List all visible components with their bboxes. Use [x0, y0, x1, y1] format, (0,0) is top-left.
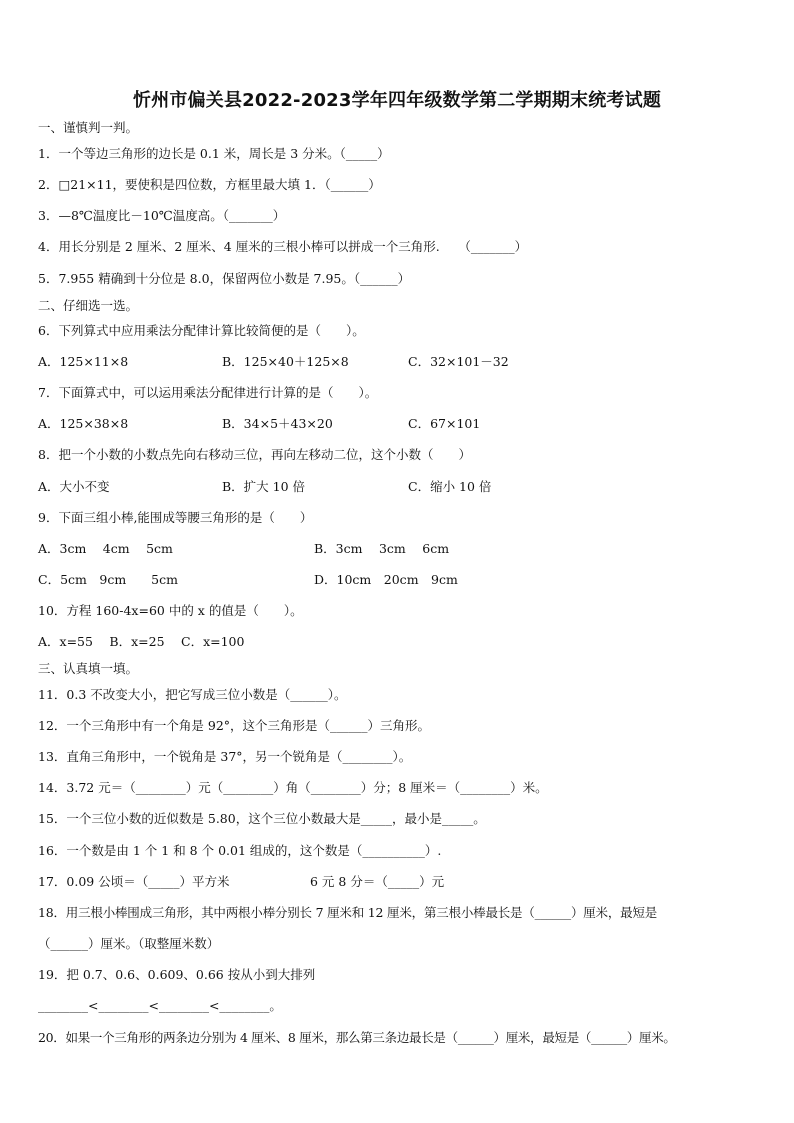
question-9-option-b: B．3cm 3cm 6cm [314, 541, 450, 556]
question-19-line-1: 19．把 0.7、0.6、0.609、0.66 按从小到大排列 [38, 967, 316, 982]
question-8-option-b: B．扩大 10 倍 [222, 479, 306, 494]
section-heading-1: 一、谨慎判一判。 [38, 120, 139, 135]
question-6: 6．下列算式中应用乘法分配律计算比较简便的是（ ）。 [38, 323, 365, 338]
question-20: 20．如果一个三角形的两条边分别为 4 厘米、8 厘米，那么第三条边最长是（______）厘米，最短是（______）厘米。 [38, 1030, 676, 1045]
question-11: 11．0.3 不改变大小，把它写成三位小数是（______）。 [38, 687, 347, 702]
question-17-part-b: 6 元 8 分＝（_____）元 [310, 874, 445, 889]
page-title: 忻州市偏关县2022-2023学年四年级数学第二学期期末统考试题 [132, 90, 662, 111]
section-heading-2: 二、仔细选一选。 [38, 298, 139, 313]
question-7-option-c: C．67×101 [408, 416, 481, 431]
question-8: 8．把一个小数的小数点先向右移动三位，再向左移动二位，这个小数（ ） [38, 447, 471, 462]
question-7: 7．下面算式中，可以运用乘法分配律进行计算的是（ ）。 [38, 385, 378, 400]
section-heading-3: 三、认真填一填。 [38, 661, 139, 676]
question-5: 5．7.955 精确到十分位是 8.0，保留两位小数是 7.95。（______） [38, 271, 411, 286]
question-13: 13．直角三角形中，一个锐角是 37°，另一个锐角是（________）。 [38, 749, 412, 764]
question-15: 15．一个三位小数的近似数是 5.80，这个三位小数最大是_____，最小是_____。 [38, 811, 486, 826]
question-7-option-b: B．34×5＋43×20 [222, 416, 333, 431]
question-6-option-c: C．32×101－32 [408, 354, 509, 369]
question-4: 4．用长分别是 2 厘米、2 厘米、4 厘米的三根小棒可以拼成一个三角形. （_______） [38, 239, 528, 254]
question-17-part-a: 17．0.09 公顷＝（_____）平方米 [38, 874, 230, 889]
question-7-option-a: A．125×38×8 [38, 416, 129, 431]
question-8-option-a: A．大小不变 [38, 479, 110, 494]
question-16: 16．一个数是由 1 个 1 和 8 个 0.01 组成的，这个数是（__________）. [38, 843, 442, 858]
question-8-option-c: C．缩小 10 倍 [408, 479, 492, 494]
question-6-option-a: A．125×11×8 [38, 354, 129, 369]
question-9: 9．下面三组小棒,能围成等腰三角形的是（ ） [38, 510, 313, 525]
question-6-option-b: B．125×40＋125×8 [222, 354, 349, 369]
question-12: 12．一个三角形中有一个角是 92°，这个三角形是（______）三角形。 [38, 718, 431, 733]
question-3: 3．—8℃温度比－10℃温度高。（_______） [38, 208, 286, 223]
question-18-line-2: （______）厘米。（取整厘米数） [38, 936, 220, 951]
question-10-options: A．x=55 B．x=25 C．x=100 [38, 634, 245, 649]
question-10: 10．方程 160-4x=60 中的 x 的值是（ ）。 [38, 603, 303, 618]
question-19-line-2: ________<________<________<________。 [38, 998, 282, 1013]
question-18-line-1: 18．用三根小棒围成三角形，其中两根小棒分别长 7 厘米和 12 厘米，第三根小棒最长是（______）厘米，最短是 [38, 905, 658, 920]
question-14: 14．3.72 元＝（________）元（________）角（________）分；8 厘米＝（________）米。 [38, 780, 548, 795]
question-9-option-c: C．5cm 9cm 5cm [38, 572, 178, 587]
question-9-option-a: A．3cm 4cm 5cm [38, 541, 173, 556]
question-1: 1．一个等边三角形的边长是 0.1 米，周长是 3 分米。（_____） [38, 146, 390, 161]
question-2: 2．□21×11，要使积是四位数，方框里最大填 1．（______） [38, 177, 381, 192]
question-9-option-d: D．10cm 20cm 9cm [314, 572, 458, 587]
